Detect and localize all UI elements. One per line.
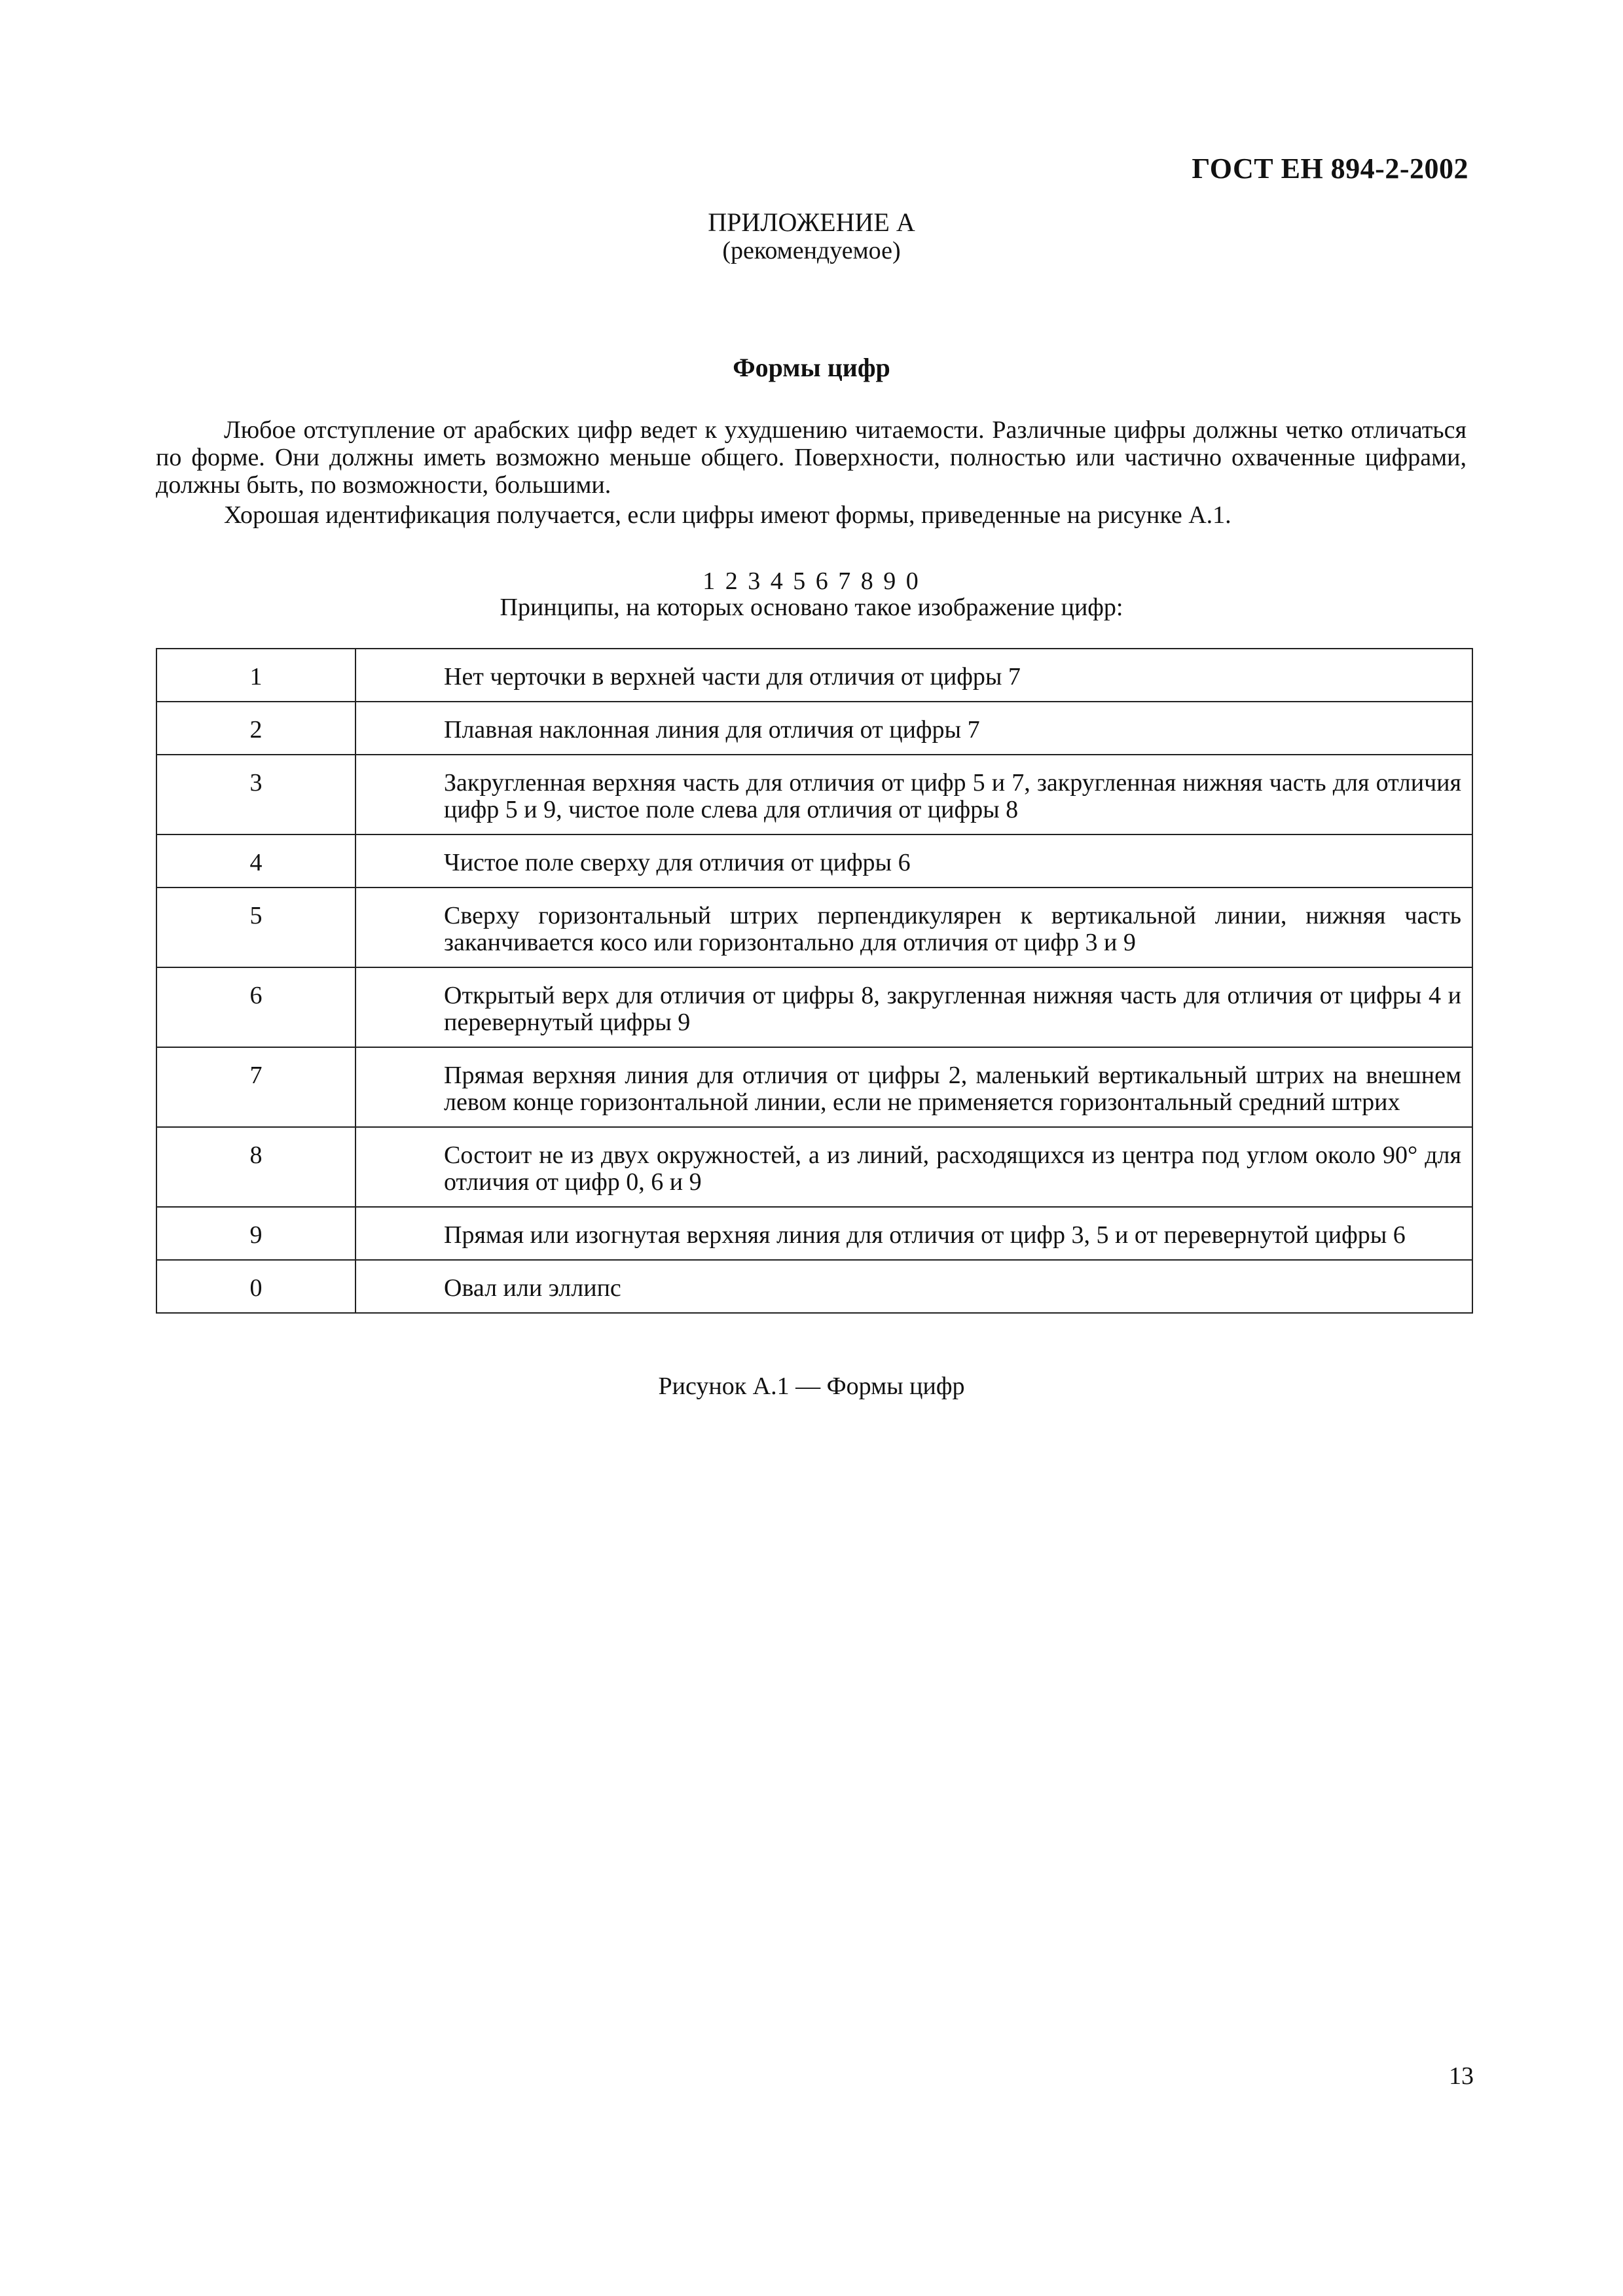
digit-cell: 1 (156, 649, 356, 702)
principles-intro: Принципы, на которых основано такое изображение цифр: (500, 594, 1123, 621)
table-row (156, 1047, 1472, 1127)
digit-cell: 3 (156, 755, 356, 834)
description-cell: Закругленная верхняя часть для отличия от цифр 5 и 7, закругленная нижняя часть для отличия цифр 5 и 9, чистое поле слева для отличия от цифры 8 (356, 755, 1472, 834)
digit-cell: 2 (156, 702, 356, 755)
table-row (156, 702, 1472, 755)
digit-cell: 0 (156, 1260, 356, 1313)
section-heading: Формы цифр (733, 353, 890, 382)
table-row (156, 967, 1472, 1047)
description-cell: Прямая или изогнутая верхняя линия для отличия от цифр 3, 5 и от перевернутой цифры 6 (356, 1207, 1472, 1260)
table-row (156, 755, 1472, 834)
table-row (156, 834, 1472, 888)
description-cell: Овал или эллипс (356, 1260, 1472, 1313)
digit-cell: 8 (156, 1127, 356, 1207)
figure-caption: Рисунок А.1 — Формы цифр (658, 1372, 965, 1400)
principles-table (156, 648, 1473, 1314)
digit-cell: 7 (156, 1047, 356, 1127)
table-row (156, 1260, 1472, 1313)
digit-cell: 5 (156, 888, 356, 967)
description-cell: Прямая верхняя линия для отличия от цифры 2, маленький вертикальный штрих на внешнем левом конце горизонтальной линии, если не применяется горизонтальный средний штрих (356, 1047, 1472, 1127)
table-row (156, 888, 1472, 967)
paragraph-reference: Хорошая идентификация получается, если цифры имеют формы, приведенные на рисунке А.1. (224, 501, 1231, 529)
appendix-subtitle: (рекомендуемое) (722, 237, 901, 264)
digits-sample: 1 2 3 4 5 6 7 8 9 0 (702, 567, 921, 595)
description-cell: Открытый верх для отличия от цифры 8, закругленная нижняя часть для отличия от цифры 4 и перевернутый цифры 9 (356, 967, 1472, 1047)
description-cell: Состоит не из двух окружностей, а из линий, расходящихся из центра под углом около 90° для отличия от цифр 0, 6 и 9 (356, 1127, 1472, 1207)
table-row (156, 649, 1472, 702)
description-cell: Сверху горизонтальный штрих перпендикулярен к вертикальной линии, нижняя часть заканчивается косо или горизонтально для отличия от цифр 3 и 9 (356, 888, 1472, 967)
digit-cell: 9 (156, 1207, 356, 1260)
document-code: ГОСТ ЕН 894-2-2002 (1192, 152, 1468, 185)
description-cell: Нет черточки в верхней части для отличия от цифры 7 (356, 649, 1472, 702)
digit-cell: 4 (156, 834, 356, 888)
page-number: 13 (1449, 2062, 1474, 2090)
table-row (156, 1127, 1472, 1207)
digit-cell: 6 (156, 967, 356, 1047)
paragraph-intro: Любое отступление от арабских цифр ведет к ухудшению читаемости. Различные цифры должны четко отличаться по форме. Они должны иметь возможно меньше общего. Поверхности, полностью или частично охваченные цифрами, должны быть, по возможности, большими. (156, 416, 1467, 499)
table-row (156, 1207, 1472, 1260)
description-cell: Чистое поле сверху для отличия от цифры 6 (356, 834, 1472, 888)
appendix-title: ПРИЛОЖЕНИЕ А (708, 207, 915, 237)
description-cell: Плавная наклонная линия для отличия от цифры 7 (356, 702, 1472, 755)
